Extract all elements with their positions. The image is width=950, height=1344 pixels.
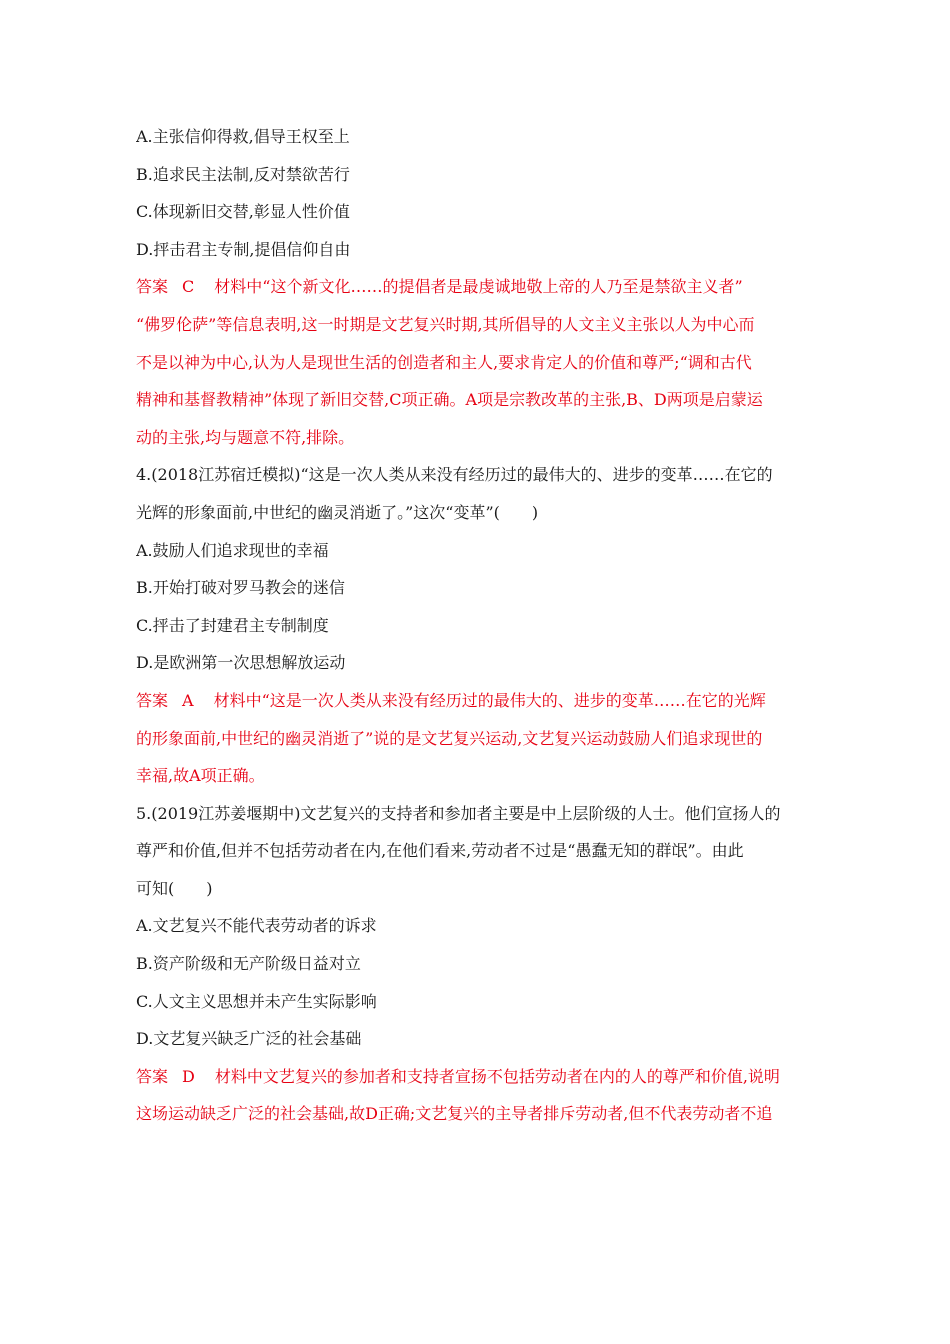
answer-line: 这场运动缺乏广泛的社会基础,故D正确;文艺复兴的主导者排斥劳动者,但不代表劳动者不追 — [136, 1104, 773, 1124]
question-stem: 尊严和价值,但并不包括劳动者在内,在他们看来,劳动者不过是“愚蠢无知的群氓”。由此 — [136, 841, 744, 861]
answer-line: 不是以神为中心,认为人是现世生活的创造者和主人,要求肯定人的价值和尊严;“调和古代 — [136, 352, 752, 372]
q3-answer — [136, 268, 816, 456]
answer-key: A — [182, 690, 194, 710]
option-a: A.鼓励人们追求现世的幸福 — [136, 540, 329, 560]
answer-key: D — [182, 1066, 195, 1086]
option-d: D.是欧洲第一次思想解放运动 — [136, 653, 346, 673]
answer-line: 的形象面前,中世纪的幽灵消逝了”说的是文艺复兴运动,文艺复兴运动鼓励人们追求现世的 — [136, 728, 763, 748]
answer-line: 动的主张,均与题意不符,排除。 — [136, 427, 355, 447]
option-d: D.文艺复兴缺乏广泛的社会基础 — [136, 1029, 362, 1049]
answer-line — [136, 682, 816, 720]
answer-line: “佛罗伦萨”等信息表明,这一时期是文艺复兴时期,其所倡导的人文主义主张以人为中心而 — [136, 314, 755, 334]
answer-text: 材料中“这个新文化……的提倡者是最虔诚地敬上帝的人乃至是禁欲主义者” — [214, 277, 743, 297]
option-a: A.主张信仰得救,倡导王权至上 — [136, 127, 350, 146]
option-d: D.抨击君主专制,提倡信仰自由 — [136, 239, 351, 259]
question-stem: 4.(2018江苏宿迁模拟)“这是一次人类从来没有经历过的最伟大的、进步的变革……在它的 — [136, 465, 773, 485]
option-b: B.追求民主法制,反对禁欲苦行 — [136, 164, 350, 184]
q4-answer — [136, 682, 816, 795]
question-stem: 光辉的形象面前,中世纪的幽灵消逝了。”这次“变革”( ) — [136, 502, 539, 522]
answer-label: 答案 — [136, 277, 169, 297]
q3-options — [136, 118, 816, 268]
answer-line: 幸福,故A项正确。 — [136, 766, 265, 786]
answer-line: 精神和基督教精神”体现了新旧交替,C项正确。A项是宗教改革的主张,B、D两项是启蒙运 — [136, 390, 763, 410]
question-stem: 5.(2019江苏姜堰期中)文艺复兴的支持者和参加者主要是中上层阶级的人士。他们宣扬人的 — [136, 803, 781, 823]
answer-key: C — [182, 277, 195, 297]
option-a: A.文艺复兴不能代表劳动者的诉求 — [136, 916, 377, 936]
option-b: B.资产阶级和无产阶级日益对立 — [136, 954, 361, 974]
answer-label: 答案 — [136, 690, 169, 710]
option-c: C.人文主义思想并未产生实际影响 — [136, 991, 377, 1011]
answer-text: 材料中“这是一次人类从来没有经历过的最伟大的、进步的变革……在它的光辉 — [213, 690, 766, 710]
answer-line — [136, 1058, 816, 1096]
question-stem: 可知( ) — [136, 878, 213, 898]
question-5 — [136, 795, 816, 1058]
answer-text: 材料中文艺复兴的参加者和支持者宣扬不包括劳动者在内的人的尊严和价值,说明 — [214, 1066, 780, 1086]
option-b: B.开始打破对罗马教会的迷信 — [136, 578, 345, 598]
answer-label: 答案 — [136, 1066, 169, 1086]
option-c: C.抨击了封建君主专制制度 — [136, 615, 329, 635]
option-c: C.体现新旧交替,彰显人性价值 — [136, 202, 350, 222]
answer-line — [136, 268, 816, 306]
document-page — [136, 118, 816, 1133]
question-4 — [136, 456, 816, 682]
q5-answer — [136, 1058, 816, 1133]
